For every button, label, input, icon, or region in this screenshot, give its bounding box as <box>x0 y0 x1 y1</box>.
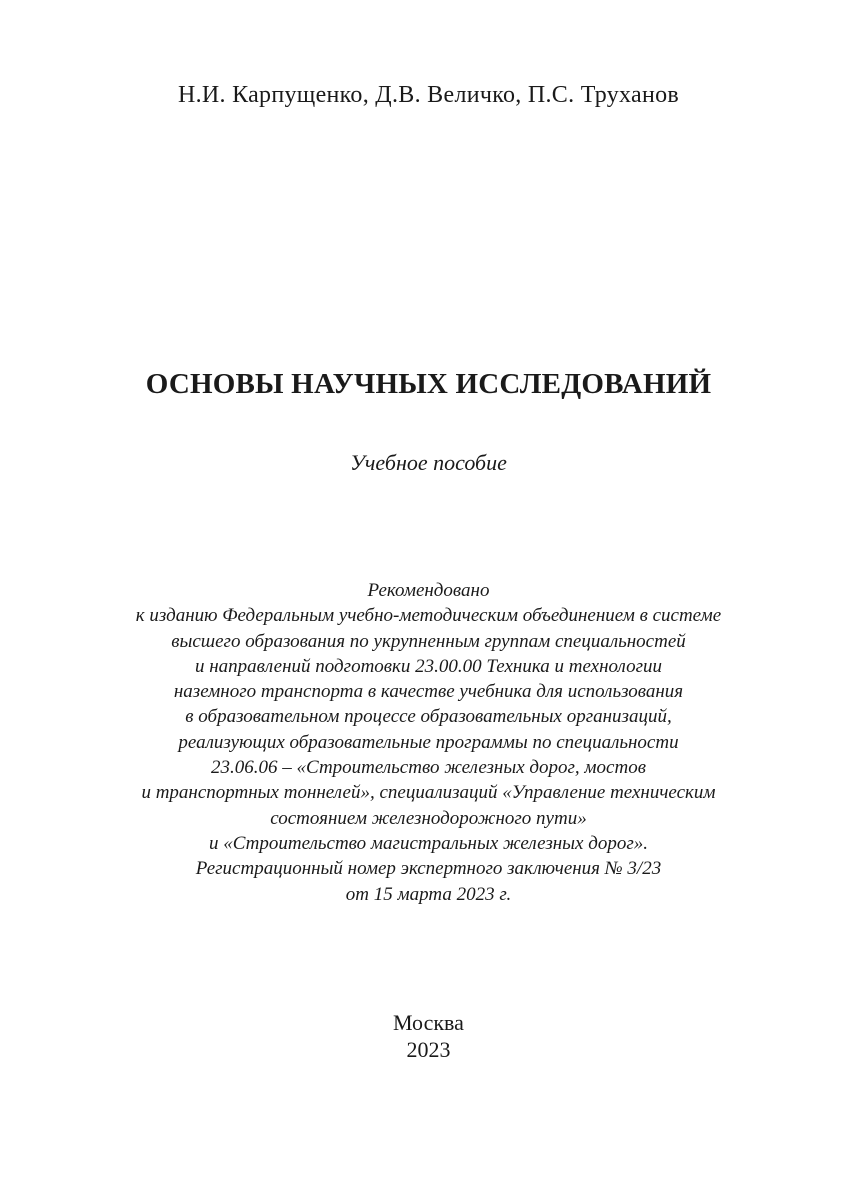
publication-year: 2023 <box>406 1037 451 1062</box>
publication-city: Москва <box>393 1010 464 1035</box>
recommendation-line: 23.06.06 – «Строительство железных дорог, мостов <box>211 757 646 779</box>
recommendation-line: в образовательном процессе образовательных организаций, <box>185 706 672 728</box>
recommendation-block <box>0 578 857 907</box>
recommendation-line: Регистрационный номер экспертного заключения № 3/23 <box>195 858 662 880</box>
recommendation-line: и транспортных тоннелей», специализаций «Управление техническим <box>141 782 716 804</box>
recommendation-line: состоянием железнодорожного пути» <box>270 807 587 829</box>
imprint <box>0 1009 857 1063</box>
recommendation-line: к изданию Федеральным учебно-методическим объединением в системе <box>135 605 722 627</box>
recommendation-line: высшего образования по укрупненным группам специальностей <box>171 630 686 652</box>
recommendation-line: наземного транспорта в качестве учебника для использования <box>173 681 684 703</box>
recommendation-line: и «Строительство магистральных железных дорог». <box>208 832 648 854</box>
recommendation-line: от 15 марта 2023 г. <box>345 883 512 905</box>
book-title: ОСНОВЫ НАУЧНЫХ ИССЛЕДОВАНИЙ <box>145 368 712 400</box>
book-subtitle: Учебное пособие <box>350 450 507 475</box>
recommendation-line: Рекомендовано <box>367 580 490 601</box>
recommendation-line: реализующих образовательные программы по специальности <box>178 731 679 753</box>
recommendation-line: и направлений подготовки 23.00.00 Техника и технологии <box>195 655 662 677</box>
authors: Н.И. Карпущенко, Д.В. Величко, П.С. Труханов <box>177 82 680 108</box>
